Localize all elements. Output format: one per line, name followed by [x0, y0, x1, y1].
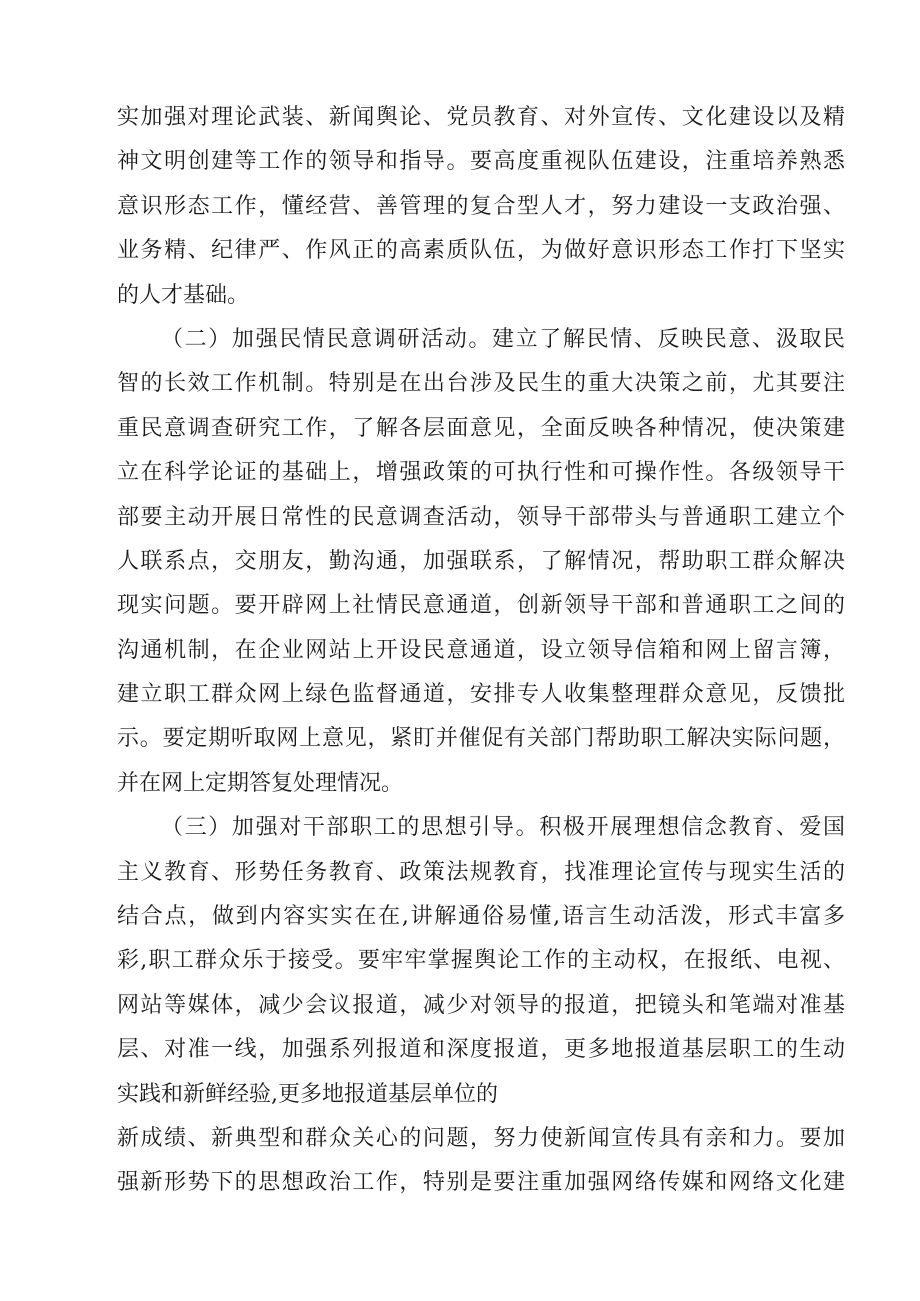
text-line: 并在网上定期答复处理情况。: [117, 770, 404, 796]
text-line: 示。要定期听取网上意见，紧盯并催促有关部门帮助职工解决实际问题，: [117, 726, 845, 752]
text-line: 网站等媒体，减少会议报道，减少对领导的报道，把镜头和笔端对准基: [117, 992, 845, 1018]
text-line: 新成绩、新典型和群众关心的问题，努力使新闻宣传具有亲和力。要加: [117, 1125, 845, 1151]
text-line: 部要主动开展日常性的民意调查活动，领导干部带头与普通职工建立个: [117, 504, 845, 530]
document-body: [117, 96, 845, 1206]
text-line: 意识形态工作，懂经营、善管理的复合型人才，努力建设一支政治强、: [117, 193, 845, 219]
text-line: 强新形势下的思想政治工作，特别是要注重加强网络传媒和网络文化建: [117, 1170, 845, 1196]
text-line: 现实问题。要开辟网上社情民意通道，创新领导干部和普通职工之间的: [117, 593, 845, 619]
text-line: 立在科学论证的基础上，增强政策的可执行性和可操作性。各级领导干: [117, 460, 845, 486]
text-line: 的人才基础。: [117, 282, 250, 308]
text-line: 结合点，做到内容实实在在,讲解通俗易懂,语言生动活泼，形式丰富多: [117, 904, 845, 930]
text-line: 层、对准一线，加强系列报道和深度报道，更多地报道基层职工的生动: [117, 1037, 845, 1063]
text-line: 神文明创建等工作的领导和指导。要高度重视队伍建设，注重培养熟悉: [117, 149, 845, 175]
text-line: 业务精、纪律严、作风正的高素质队伍，为做好意识形态工作打下坚实: [117, 238, 845, 264]
section-heading-line: （二）加强民情民意调研活动。建立了解民情、反映民意、汲取民: [161, 326, 845, 352]
text-line: 人联系点，交朋友，勤沟通，加强联系，了解情况，帮助职工群众解决: [117, 548, 845, 574]
text-line: 沟通机制，在企业网站上开设民意通道，设立领导信箱和网上留言簿，: [117, 637, 845, 663]
section-heading-line: （三）加强对干部职工的思想引导。积极开展理想信念教育、爱国: [161, 815, 845, 841]
text-line: 彩,职工群众乐于接受。要牢牢掌握舆论工作的主动权，在报纸、电视、: [117, 948, 845, 974]
text-line: 建立职工群众网上绿色监督通道，安排专人收集整理群众意见，反馈批: [117, 682, 845, 708]
text-line: 实加强对理论武装、新闻舆论、党员教育、对外宣传、文化建设以及精: [117, 105, 845, 130]
text-line: 实践和新鲜经验,更多地报道基层单位的: [117, 1081, 498, 1107]
text-line: 主义教育、形势任务教育、政策法规教育，找准理论宣传与现实生活的: [117, 859, 845, 885]
text-line: 重民意调查研究工作，了解各层面意见，全面反映各种情况，使决策建: [117, 415, 845, 441]
text-line: 智的长效工作机制。特别是在出台涉及民生的重大决策之前，尤其要注: [117, 371, 845, 397]
